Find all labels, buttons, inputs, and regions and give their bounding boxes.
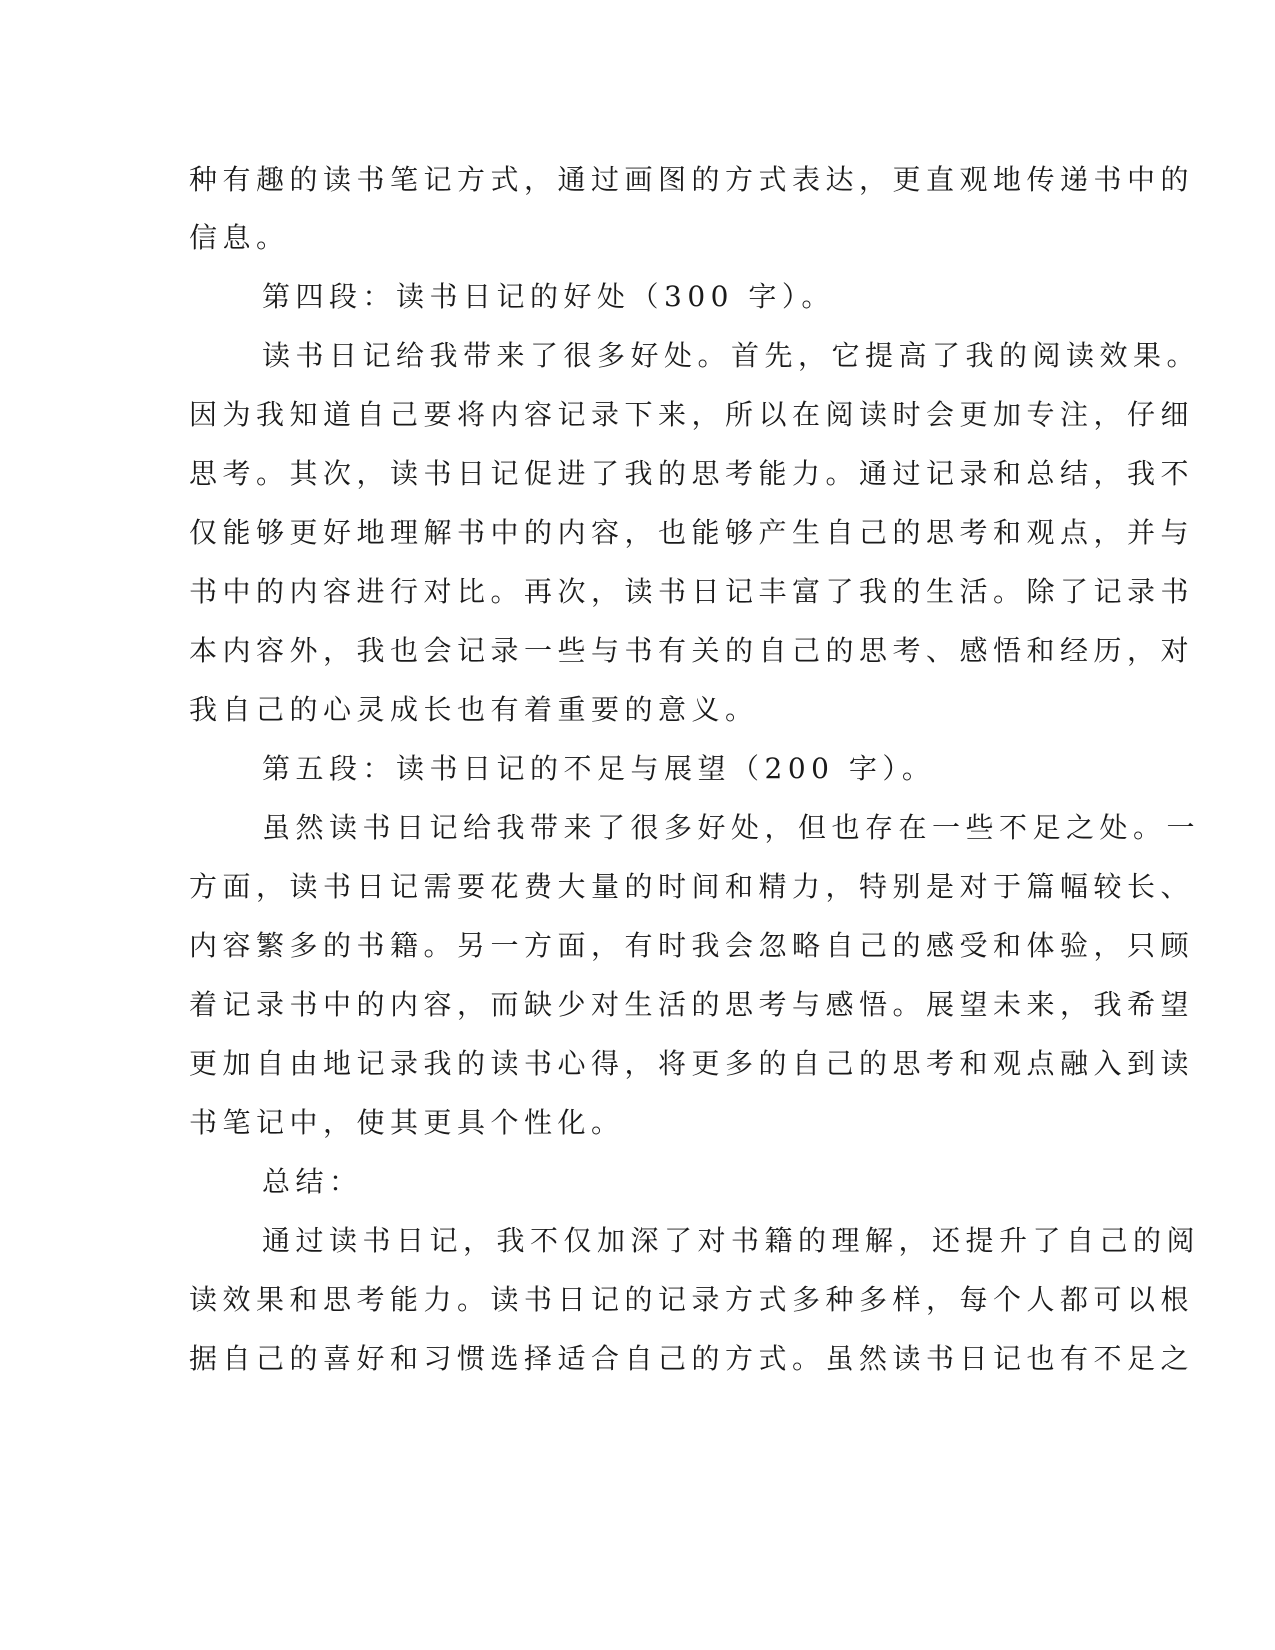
text-line: 本内容外，我也会记录一些与书有关的自己的思考、感悟和经历，对 bbox=[189, 634, 1195, 667]
text-line: 信息。 bbox=[189, 221, 290, 254]
text-line: 种有趣的读书笔记方式，通过画图的方式表达，更直观地传递书中的 bbox=[189, 163, 1195, 196]
text-line: 我自己的心灵成长也有着重要的意义。 bbox=[189, 693, 759, 726]
text-line: 方面，读书日记需要花费大量的时间和精力，特别是对于篇幅较长、 bbox=[189, 870, 1195, 903]
section-heading: 第四段：读书日记的好处（300 字）。 bbox=[262, 280, 835, 313]
text-line: 通过读书日记，我不仅加深了对书籍的理解，还提升了自己的阅 bbox=[262, 1224, 1201, 1257]
text-line: 内容繁多的书籍。另一方面，有时我会忽略自己的感受和体验，只顾 bbox=[189, 929, 1195, 962]
text-line: 因为我知道自己要将内容记录下来，所以在阅读时会更加专注，仔细 bbox=[189, 398, 1195, 431]
text-line: 着记录书中的内容，而缺少对生活的思考与感悟。展望未来，我希望 bbox=[189, 988, 1195, 1021]
section-heading: 总结： bbox=[262, 1165, 363, 1198]
text-line: 书中的内容进行对比。再次，读书日记丰富了我的生活。除了记录书 bbox=[189, 575, 1195, 608]
text-line: 思考。其次，读书日记促进了我的思考能力。通过记录和总结，我不 bbox=[189, 457, 1195, 490]
text-line: 仅能够更好地理解书中的内容，也能够产生自己的思考和观点，并与 bbox=[189, 516, 1195, 549]
text-line: 虽然读书日记给我带来了很多好处，但也存在一些不足之处。一 bbox=[262, 811, 1201, 844]
text-line: 读书日记给我带来了很多好处。首先，它提高了我的阅读效果。 bbox=[262, 339, 1201, 372]
text-line: 书笔记中，使其更具个性化。 bbox=[189, 1106, 625, 1139]
text-line: 更加自由地记录我的读书心得，将更多的自己的思考和观点融入到读 bbox=[189, 1047, 1195, 1080]
text-line: 读效果和思考能力。读书日记的记录方式多种多样，每个人都可以根 bbox=[189, 1283, 1195, 1316]
text-line: 据自己的喜好和习惯选择适合自己的方式。虽然读书日记也有不足之 bbox=[189, 1342, 1195, 1375]
section-heading: 第五段：读书日记的不足与展望（200 字）。 bbox=[262, 752, 936, 785]
